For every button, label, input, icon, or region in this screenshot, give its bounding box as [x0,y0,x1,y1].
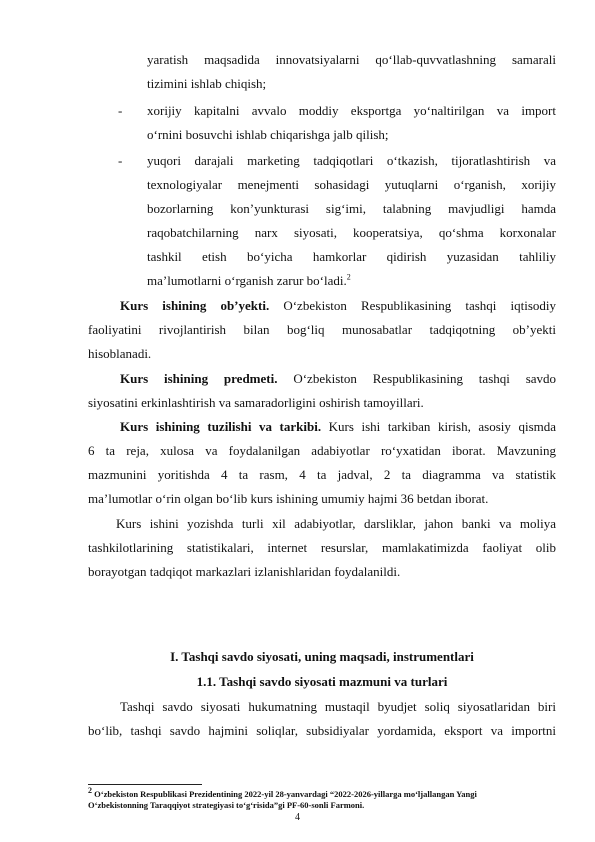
bullet-three-text: ma’lumotlarni o‘rganish zarur bo‘ladi. [147,273,347,288]
object-paragraph-line-1 [120,298,556,314]
list-dash-marker: - [118,103,123,118]
object-paragraph-line-2: faoliyatini rivojlantirish bilan bog‘liq munosabatlar tadqiqotning ob’yekti [88,322,556,337]
list-continuation-line-2: tizimini ishlab chiqish; [147,76,267,91]
bullet-three-line-1: yuqori darajali marketing tadqiqotlari o‘tkazish, tijoratlashtirish va [147,153,556,168]
structure-paragraph-line-4: ma’lumotlar o‘rin olgan bo‘lib kurs ishining umumiy hajmi 36 betdan iborat. [88,491,489,506]
structure-paragraph-line-1 [120,419,556,435]
structure-label: Kurs ishining tuzilishi va tarkibi. [120,419,322,434]
footnote-separator [88,784,202,785]
footnote-line-1 [88,786,477,800]
structure-text: Kurs ishi tarkiban kirish, asosiy qismda [328,419,556,434]
subject-text: O‘zbekiston Respublikasining tashqi savdo [293,371,556,386]
body-paragraph-line-2: bo‘lib, tashqi savdo hajmini soliqlar, subsidiyalar yordamida, eksport va importni [88,723,556,738]
bullet-three-line-5: tashkil etish bo‘yicha hamkorlar qidirish yuzasidan tahliliy [147,249,556,264]
object-text: O‘zbekiston Respublikasining tashqi iqtisodiy [283,298,556,313]
footnote-line-2: O‘zbekistonning Taraqqiyot strategiyasi to‘g‘risida”gi PF-60-sonli Farmoni. [88,800,365,810]
sources-paragraph-line-2: tashkilotlarining statistikalari, internet resurslar, mamlakatimizda faoliyat olib [88,540,556,555]
footnote-number: 2 [88,786,92,796]
structure-paragraph-line-3: mazmunini yoritishda 4 ta rasm, 4 ta jadval, 2 ta diagramma va statistik [88,467,556,482]
bullet-two-line-2: o‘rnini bosuvchi ishlab chiqarishga jalb qilish; [147,127,389,142]
sources-paragraph-line-1: Kurs ishini yozishda turli xil adabiyotlar, darsliklar, jahon banki va moliya [116,516,556,531]
bullet-three-line-4: raqobatchilarning narx siyosati, kooperatsiya, qo‘shma korxonalar [147,225,556,240]
footnote-text: O‘zbekiston Respublikasi Prezidentining 2022-yil 28-yanvardagi “2022-2026-yillarga mo‘ljallangan Yangi [94,789,477,799]
object-paragraph-line-3: hisoblanadi. [88,346,152,361]
list-dash-marker: - [118,153,123,168]
bullet-two-line-1: xorijiy kapitalni avvalo moddiy eksportga yo‘naltirilgan va import [147,103,556,118]
page-number: 4 [295,812,300,823]
subject-label: Kurs ishining predmeti. [120,371,278,386]
subject-paragraph-line-1 [120,371,556,387]
bullet-three-line-3: bozorlarning kon’yunkturasi sig‘imi, talabning mavjudligi hamda [147,201,556,216]
object-label: Kurs ishining ob’yekti. [120,298,270,313]
subject-paragraph-line-2: siyosatini erkinlashtirish va samaradorligini oshirish tamoyillari. [88,395,424,410]
bullet-three-line-2: texnologiyalar menejmenti sohasidagi yutuqlarni o‘rganish, xorijiy [147,177,556,192]
body-paragraph-line-1: Tashqi savdo siyosati hukumatning mustaqil byudjet soliq siyosatlaridan biri [120,699,556,714]
structure-paragraph-line-2: 6 ta reja, xulosa va foydalanilgan adabiyotlar ro‘yxatidan iborat. Mavzuning [88,443,556,458]
chapter-title: I. Tashqi savdo siyosati, uning maqsadi, instrumentlari [170,649,474,664]
bullet-three-line-6 [147,273,351,289]
footnote-reference: 2 [346,272,351,282]
list-continuation-line-1: yaratish maqsadida innovatsiyalarni qo‘llab-quvvatlashning samarali [147,52,556,67]
section-title: 1.1. Tashqi savdo siyosati mazmuni va turlari [196,674,448,689]
sources-paragraph-line-3: borayotgan tadqiqot markazlari izlanishlaridan foydalanildi. [88,564,401,579]
